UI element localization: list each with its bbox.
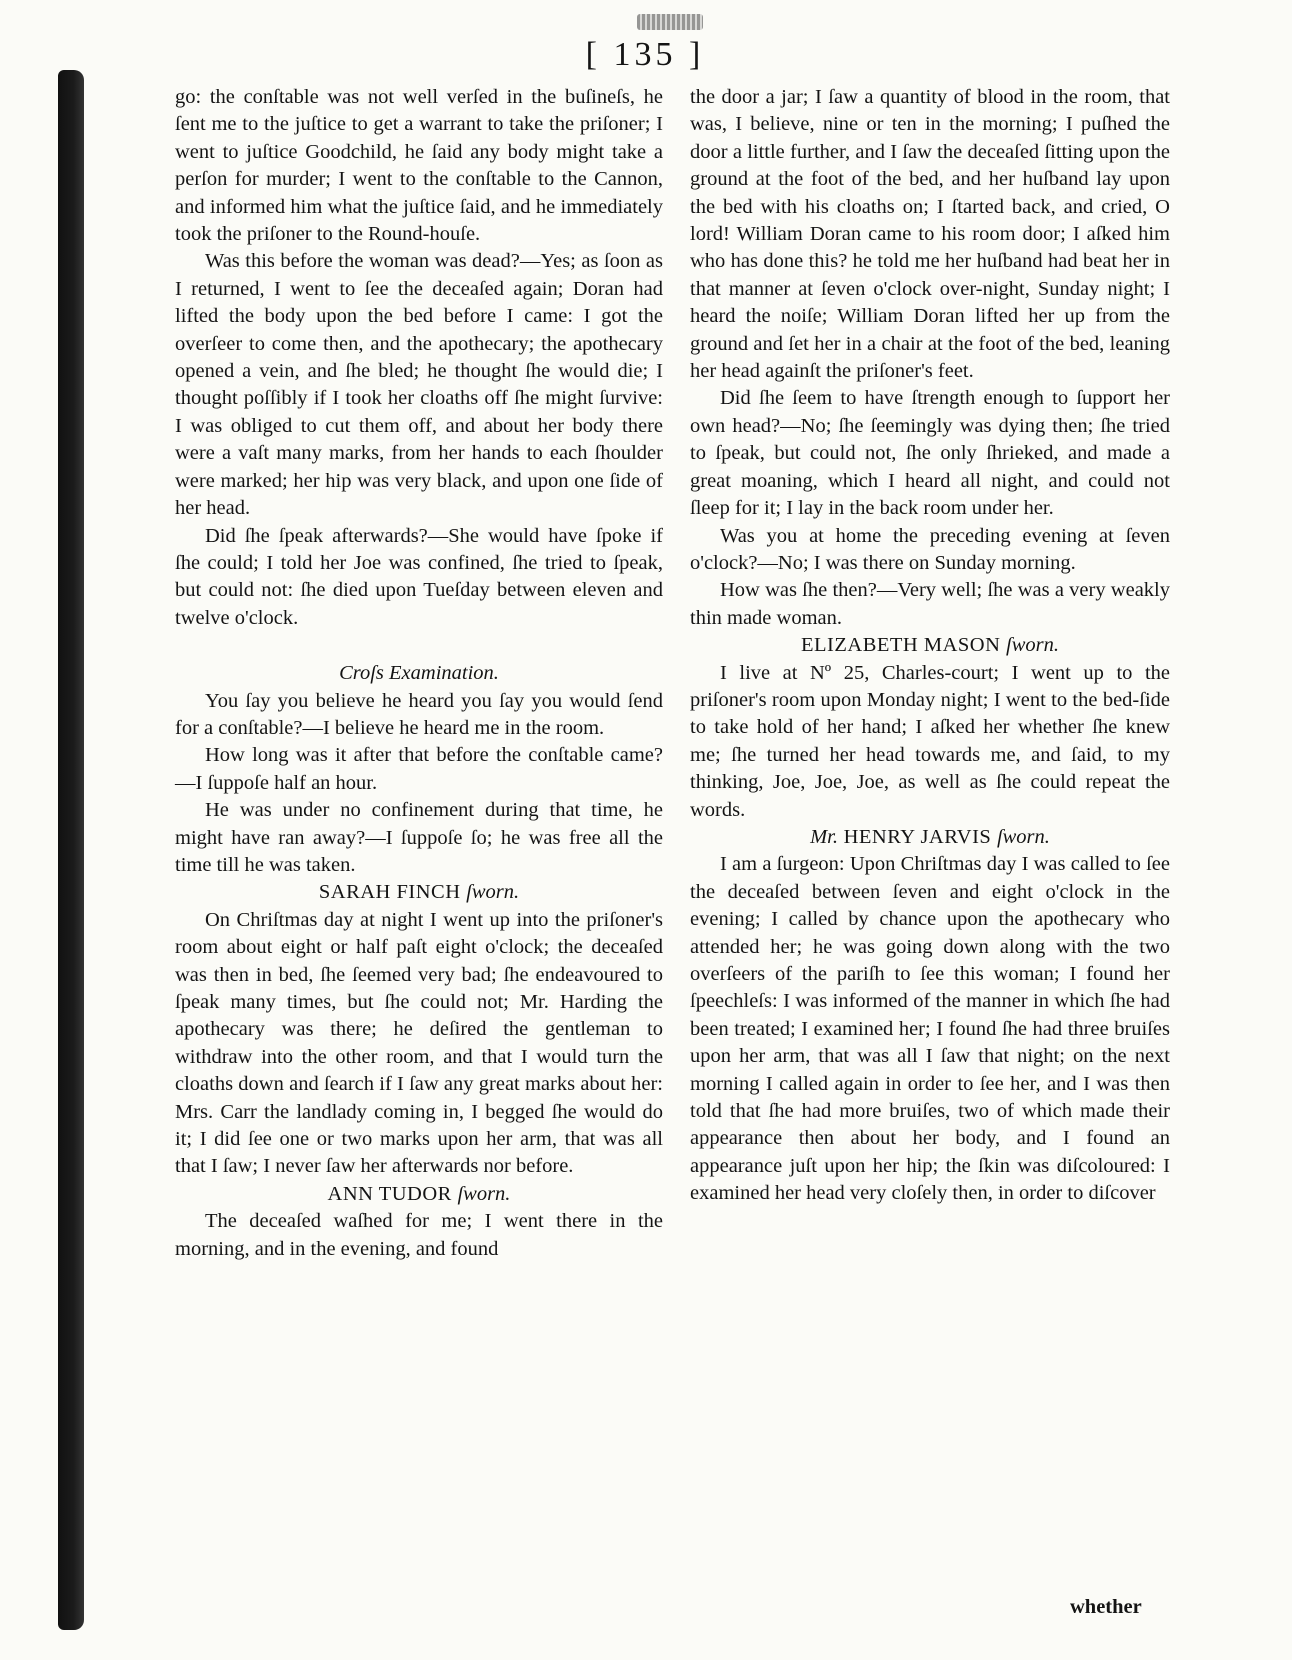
witness-heading — [175, 1181, 663, 1208]
binding-shadow — [58, 70, 84, 1630]
catchword: whether — [1070, 1596, 1142, 1618]
library-stamp — [637, 14, 703, 30]
paragraph: He was under no confinement during that time, he might have ran away?—I ſuppoſe ſo; he was free all the time till he was taken. — [175, 799, 663, 876]
witness-name: SARAH FINCH — [318, 881, 461, 904]
paragraph: I am a ſurgeon: Upon Chriſtmas day I was called to ſee the deceaſed between ſeven and eight o'clock in the evening; I called by chance upon the apothecary who attended her; he was going down along with the two overſeers of the pariſh to ſee this woman; I found her ſpeechleſs: I was informed of the manner in which ſhe had been treated; I examined her; I found ſhe had three bruiſes upon her arm, that was all I ſaw that night; on the next morning I called again in order to ſee her, and I was then told that ſhe had more bruiſes, two of which made their appearance then about her body, and I found an appearance juſt upon her hip; the ſkin was diſcoloured: I examined her head very cloſely then, in order to diſcover — [690, 853, 1170, 1205]
paragraph: On Chriſtmas day at night I went up into the priſoner's room about eight or half paſt eight o'clock; the deceaſed was then in bed, ſhe ſeemed very bad; ſhe endeavoured to ſpeak many times, but ſhe could not; Mr. Harding the apothecary was there; he deſired the gentleman to withdraw into the other room, and that I would turn the cloaths down and ſearch if I ſaw any great marks about her: Mrs. Carr the landlady coming in, I begged ſhe would do it; I did ſee one or two marks upon her arm, that was all that I ſaw; I never ſaw her afterwards nor before. — [175, 908, 663, 1178]
cross-examination-heading: Croſs Examination. — [339, 662, 499, 685]
paragraph: the door a jar; I ſaw a quantity of blood in the room, that was, I believe, nine or ten in the morning; I puſhed the door a little further, and I ſaw the deceaſed ſitting upon the ground at the foot of the bed, and her huſband lay upon the bed with his cloaths on; I ſtarted back, and cried, O lord! William Doran came to his room door; I aſked him who has done this? he told me her huſband had beat her in that manner at ſeven o'clock over-night, Sunday night; I heard the noiſe; William Doran lifted her up from the ground and ſet her in a chair at the foot of the bed, leaning her head againſt the priſoner's feet. — [690, 86, 1170, 383]
witness-heading — [690, 824, 1170, 851]
sworn-label: ſworn. — [1006, 634, 1059, 657]
paragraph: The deceaſed waſhed for me; I went there in the morning, and in the evening, and found — [175, 1210, 663, 1260]
left-column — [175, 84, 663, 1263]
paragraph: go: the conſtable was not well verſed in the buſineſs, he ſent me to the juſtice to get a warrant to take the priſoner; I went to juſtice Goodchild, he ſaid any body might take a perſon for murder; I went to the conſtable to the Cannon, and informed him what the juſtice ſaid, and he immediately took the priſoner to the Round-houſe. — [175, 86, 663, 246]
paragraph: I live at Nº 25, Charles-court; I went up to the priſoner's room upon Monday night; I went to the bed-ſide to take hold of her hand; I aſked her whether ſhe knew me; ſhe turned her head towards me, and ſaid, to my thinking, Joe, Joe, Joe, as well as ſhe could repeat the words. — [690, 661, 1170, 821]
witness-heading — [175, 879, 663, 906]
witness-prefix: Mr. — [810, 825, 838, 848]
page-number: [ 135 ] — [585, 36, 705, 73]
sworn-label: ſworn. — [457, 1182, 511, 1205]
witness-name: ELIZABETH MASON — [801, 634, 1001, 657]
paragraph: Was you at home the preceding evening at ſeven o'clock?—No; I was there on Sunday morning. — [690, 524, 1170, 574]
witness-name: ANN TUDOR — [327, 1182, 452, 1205]
witness-name: HENRY JARVIS — [843, 825, 992, 848]
witness-heading — [690, 632, 1170, 659]
paragraph: How was ſhe then?—Very well; ſhe was a very weakly thin made woman. — [690, 579, 1170, 629]
paragraph: Was this before the woman was dead?—Yes; as ſoon as I returned, I went to ſee the deceaſed again; Doran had lifted the body upon the bed before I came: I got the overſeer to come then, and the apothecary; the apothecary opened a vein, and ſhe bled; he thought ſhe would die; I thought poſſibly if I took her cloaths off ſhe might ſurvive: I was obliged to cut them off, and about her body there were a vaſt many marks, from her hands to each ſhoulder were marked; her hip was very black, and upon one ſide of her head. — [175, 250, 663, 520]
sworn-label: ſworn. — [466, 881, 520, 904]
right-column — [690, 84, 1170, 1208]
sworn-label: ſworn. — [996, 825, 1050, 848]
paragraph: How long was it after that before the conſtable came?—I ſuppoſe half an hour. — [175, 744, 663, 794]
paragraph: Did ſhe ſeem to have ſtrength enough to ſupport her own head?—No; ſhe ſeemingly was dying then; ſhe tried to ſpeak, but could not, ſhe only ſhrieked, and made a great moaning, which I heard all night, and could not ſleep for it; I lay in the back room under her. — [690, 387, 1170, 520]
paragraph: Did ſhe ſpeak afterwards?—She would have ſpoke if ſhe could; I told her Joe was confined, ſhe tried to ſpeak, but could not: ſhe died upon Tueſday between eleven and twelve o'clock. — [175, 524, 663, 629]
paragraph: You ſay you believe he heard you ſay you would ſend for a conſtable?—I believe he heard me in the room. — [175, 689, 663, 739]
